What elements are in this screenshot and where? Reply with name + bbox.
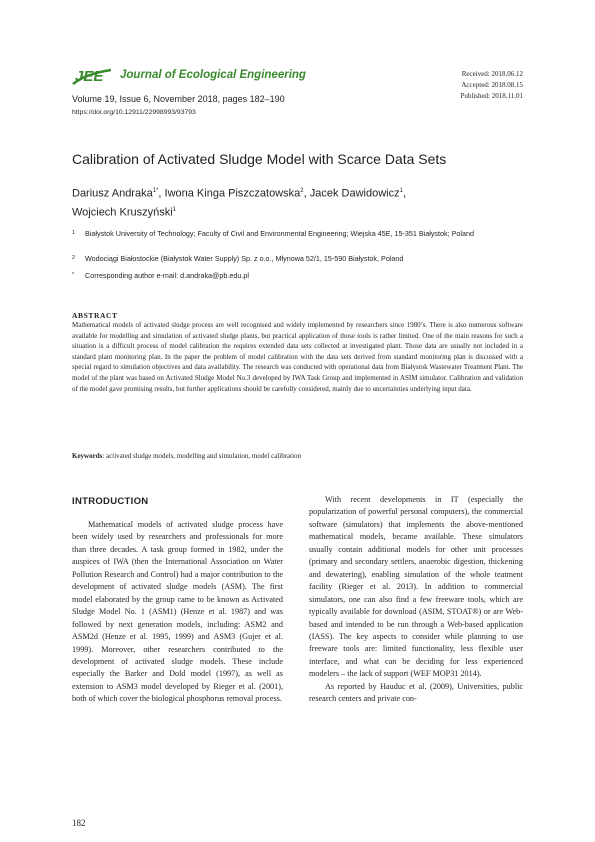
abstract-text: Mathematical models of activated sludge process are well recognised and widely implemented by researchers since 1980’s. There is also numerous software available for modelling and simulation of activated sludge plants, but practical application of those tools is rather limited. One of the main reasons for such a situation is a difficult process of model calibration the requires extended data sets collected at investigated plant. Those data are usually not included in a standard plant monitoring plan. In the paper the problem of model calibration with the data sets derived from standard monitoring plan is discussed with a special regard to simulation objectives and data availability. The research was conducted with operational data from Białystok Wastewater Treatment Plant. The model of the plant was based on Activated Sludge Model No.3 developed by IWA Task Group and implemented in ASIM simulator. Calibration and validation of the model gave promising results, but further applications should be carefully considered, mainly due to uncertainties underlying input data.: [72, 321, 523, 393]
author-sep: ,: [158, 187, 165, 200]
affiliation-number: 1: [72, 230, 76, 236]
section-heading: INTRODUCTION: [72, 496, 149, 507]
author-sup: 2: [300, 188, 304, 194]
affiliation-number: 2: [72, 255, 76, 261]
body-column-left: [72, 519, 283, 706]
doi-link[interactable]: https://doi.org/10.12911/22998993/93793: [72, 109, 196, 116]
accepted-date: Accepted: 2018.08.15: [461, 81, 523, 89]
received-date: Received: 2018.06.12: [461, 70, 523, 78]
affiliation-text: Wodociągi Białostockie (Białystok Water Supply) Sp. z o.o., Młynowa 52/1, 15-590 Białystok, Poland: [85, 254, 404, 263]
article-title: Calibration of Activated Sludge Model with Scarce Data Sets: [72, 151, 447, 167]
affiliation-text: Białystok University of Technology; Faculty of Civil and Environmental Engineering; Wiejska 45E, 15-351 Białystok; Poland: [85, 229, 474, 238]
author-name: Wojciech Kruszyński: [72, 206, 173, 219]
author-list: [72, 183, 532, 220]
body-column-right: [309, 494, 523, 706]
journal-name: Journal of Ecological Engineering: [120, 69, 306, 81]
corresponding-author: [72, 271, 532, 281]
author-sep: ,: [303, 187, 310, 200]
logo-text: JEE: [75, 68, 104, 85]
keywords: [72, 452, 523, 460]
journal-logo-icon: [71, 64, 113, 88]
author-sep: ,: [402, 187, 406, 200]
affiliation-number: *: [72, 272, 75, 278]
author-sup: 1*: [152, 188, 159, 194]
article-dates: [460, 69, 523, 102]
keywords-text: : activated sludge models, modelling and simulation, model calibration: [102, 452, 302, 460]
affiliation-1: [72, 229, 532, 239]
affiliation-2: [72, 254, 532, 264]
author-name: Dariusz Andraka: [72, 187, 153, 200]
published-date: Published: 2018.11.01: [460, 92, 523, 100]
abstract-heading: ABSTRACT: [72, 311, 118, 320]
issue-info: Volume 19, Issue 6, November 2018, pages 182–190: [72, 94, 285, 104]
author-name: Jacek Dawidowicz: [309, 187, 400, 200]
page-number: 182: [72, 818, 86, 828]
author-sup: 1: [172, 206, 177, 213]
author-name: Iwona Kinga Piszczatowska: [164, 187, 301, 200]
paragraph: As reported by Hauduc et al. (2009), Universities, public research centers and private con-: [309, 681, 523, 704]
paragraph: With recent developments in IT (especially the popularization of powerful personal computers), the commercial software (simulators) that implements the above-mentioned mathematical models, became available. These simulators usually contain additional models for other unit processes (primary and secondary settlers, anaerobic digestion, thickening and dewatering), enabling simulation of the whole teatment facility (Rieger et al. 2013). In addition to commercial simulators, one can also find a few freeware tools, which are typically available for download (ASIM, STOAT®) or are Web-based and intended to be run through a Web-based application (IASS). The key aspects to consider while planning to use freeware tools are: limited functionality, less flexible user interface, and what can be deciding for less experienced modelers – the lack of support (WEF MOP31 2014).: [309, 495, 523, 679]
paragraph: Mathematical models of activated sludge process have been widely used by researchers and professionals for more than three decades. A task group formed in 1982, under the auspices of IWA (then the International Association on Water Pollution Research and Control) had a major contribution to the development of activated sludge models (ASM). The first model elaborated by the group came to be known as Activated Sludge Model No. 1 (ASM1) (Henze et al. 1987) and was followed by next generation models, including: ASM2 and ASM2d (Henze et al. 1995, 1999) and ASM3 (Gujer et al. 1999). Moreover, other researchers contributed to the development of activated sludge models. These include especially the Barker and Dold model (1997), as well as extension to ASM3 model developed by Rieger et al. (2001), both of which cover the biological phosphorus removal process.: [72, 520, 283, 704]
affiliation-text: Corresponding author e-mail: d.andraka@pb.edu.pl: [85, 271, 249, 280]
author-sup: 1: [399, 188, 403, 194]
keywords-label: Keywords: [72, 452, 103, 460]
